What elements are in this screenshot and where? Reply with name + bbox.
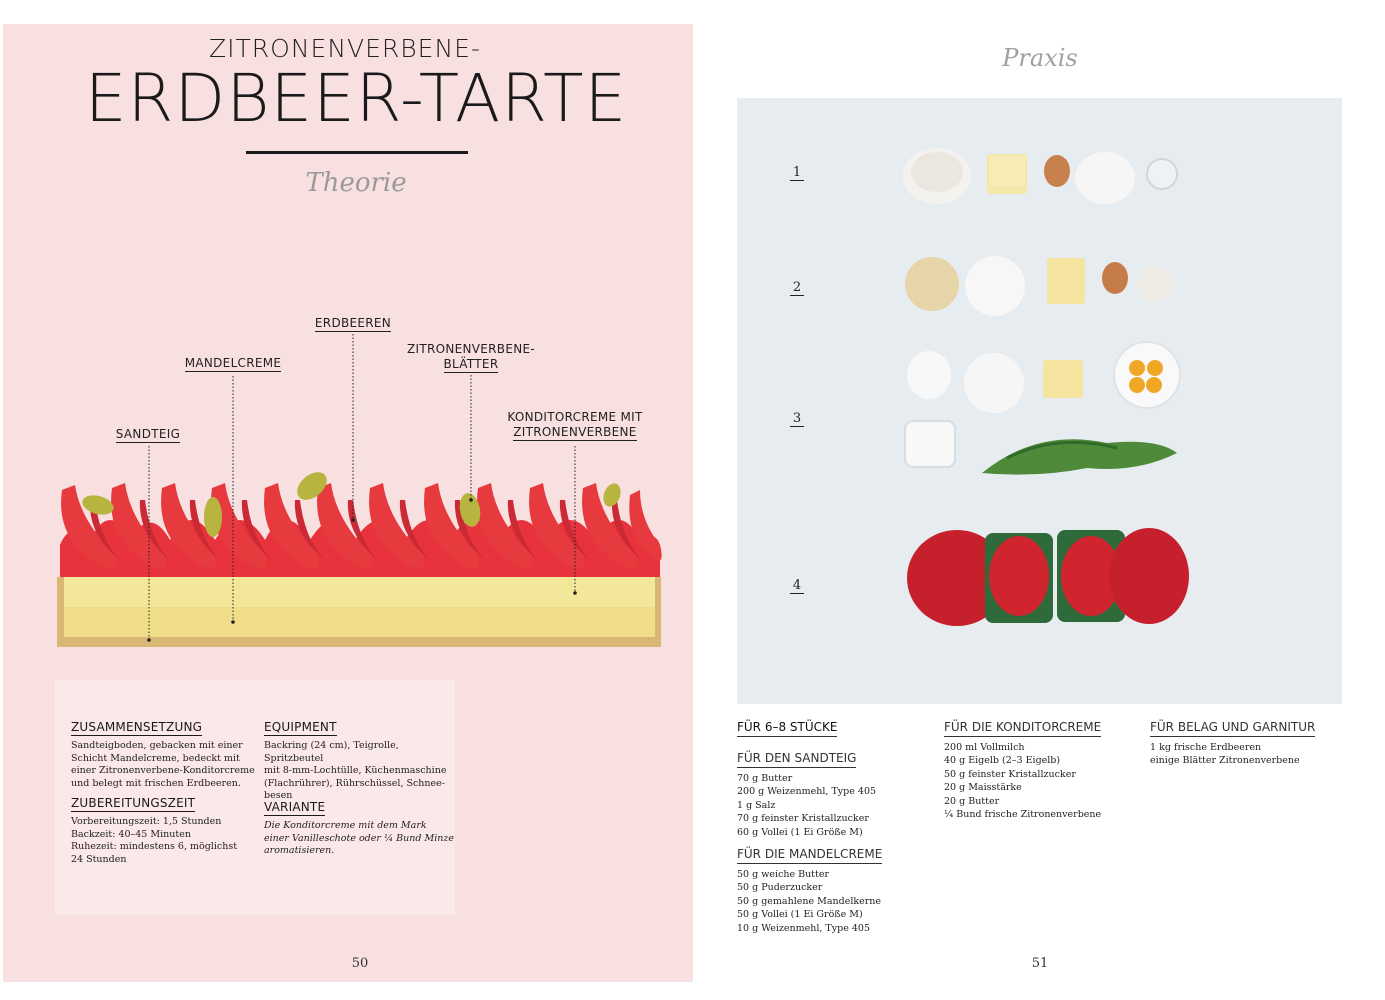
zubereitungszeit-text: Vorbereitungszeit: 1,5 Stunden Backzeit: 40–45 Minuten Ruhezeit: mindestens 6, möglichst 24 Stunden [71,816,238,865]
list-item: 60 g Vollei (1 Ei Größe M) [737,826,863,838]
sandteig-list [737,772,937,839]
label-erdbeeren [293,316,413,331]
list-item: 70 g feinster Kristallzucker [737,813,869,825]
row-number-2: 2 [790,280,804,296]
konditorcreme-heading: FÜR DIE KONDITORCREME [944,720,1101,737]
recipe-title-line1: ZITRONENVERBENE- [209,34,481,63]
label-konditorcreme [495,410,655,440]
mandelcreme-heading: FÜR DIE MANDELCREME [737,847,882,864]
ingredient-row-4 [907,528,1189,626]
zubereitungszeit-heading: ZUBEREITUNGSZEIT [71,796,196,810]
list-item: 50 g gemahlene Mandelkerne [737,895,882,907]
list-item: 10 g Weizenmehl, Type 405 [737,922,870,934]
belag-list [1150,741,1350,768]
label-konditorcreme-line2: ZITRONENVERBENE [513,425,637,439]
label-mandelcreme [163,356,303,371]
ingredient-row-3 [907,342,1180,413]
section-label-theorie: Theorie [305,168,407,198]
ingredients-drawing [737,98,1342,704]
list-item: 1 g Salz [737,799,776,811]
recipe-title-line2: ERDBEER-TARTE [84,60,628,137]
label-zitronenverbene-line1: ZITRONENVERBENE- [406,342,536,356]
label-konditorcreme-line1: KONDITORCREME MIT [507,410,643,424]
konditorcreme-list [944,741,1144,821]
zusammensetzung-text: Sandteigboden, gebacken mit einer Schicht Mandelcreme, bedeckt mit einer Zitronenverbene-Konditorcreme und belegt mit frischen Erdbeeren. [71,740,255,789]
zubereitungszeit-section [71,792,256,866]
variante-section [264,796,454,858]
list-item: 50 g weiche Butter [737,869,829,881]
ingredients-col1 [737,716,937,935]
label-sandteig [98,427,198,442]
list-item: 70 g Butter [737,773,793,784]
list-item: 50 g feinster Kristallzucker [944,768,1076,780]
list-item: 50 g Puderzucker [737,882,823,894]
label-zitronenverbene-line2: BLÄTTER [443,357,499,371]
list-item: 200 ml Vollmilch [944,742,1025,753]
label-erdbeeren-text: ERDBEEREN [314,316,392,330]
row-number-1: 1 [790,165,804,181]
variante-heading: VARIANTE [264,800,326,814]
ingredients-col3 [1150,716,1350,768]
list-item: 50 g Vollei (1 Ei Größe M) [737,909,863,921]
ingredients-col2 [944,716,1144,821]
equipment-section [264,716,454,803]
zusammensetzung-section [71,716,256,790]
equipment-text: Backring (24 cm), Teigrolle, Spritzbeutel mit 8-mm-Lochtülle, Küchenmaschine (Flachrührer), Rührschüssel, Schnee- besen [264,740,447,801]
list-item: 20 g Maisstärke [944,782,1022,794]
row-number-4: 4 [790,578,804,594]
belag-heading: FÜR BELAG UND GARNITUR [1150,720,1315,737]
sandteig-heading: FÜR DEN SANDTEIG [737,751,856,768]
mandelcreme-list [737,868,937,935]
label-mandelcreme-text: MANDELCREME [184,356,282,370]
variante-text: Die Konditorcreme mit dem Mark einer Vanilleschote oder ¼ Bund Minze aromatisieren. [264,820,455,856]
tart-almond-layer [64,607,655,637]
ingredient-row-3b [905,421,1177,475]
label-zitronenverbene-blaetter [391,342,551,372]
ingredient-row-1 [903,148,1177,204]
equipment-heading: EQUIPMENT [264,720,337,734]
label-sandteig-text: SANDTEIG [115,427,181,441]
zusammensetzung-heading: ZUSAMMENSETZUNG [71,720,203,734]
ingredients-photo [737,98,1342,704]
page-number-right: 51 [1031,956,1049,971]
page-number-left: 50 [351,956,369,971]
tart-illustration [0,0,693,700]
list-item: 200 g Weizenmehl, Type 405 [737,786,877,798]
list-item: 40 g Eigelb (2–3 Eigelb) [944,755,1061,767]
list-item: einige Blätter Zitronenverbene [1150,755,1300,767]
yield-heading: FÜR 6–8 STÜCKE [737,720,837,737]
list-item: ¼ Bund frische Zitronenverbene [944,809,1102,821]
list-item: 1 kg frische Erdbeeren [1150,742,1262,753]
list-item: 20 g Butter [944,795,1000,807]
section-label-praxis: Praxis [1002,44,1078,72]
ingredient-row-2 [905,256,1173,316]
row-number-3: 3 [790,411,804,427]
